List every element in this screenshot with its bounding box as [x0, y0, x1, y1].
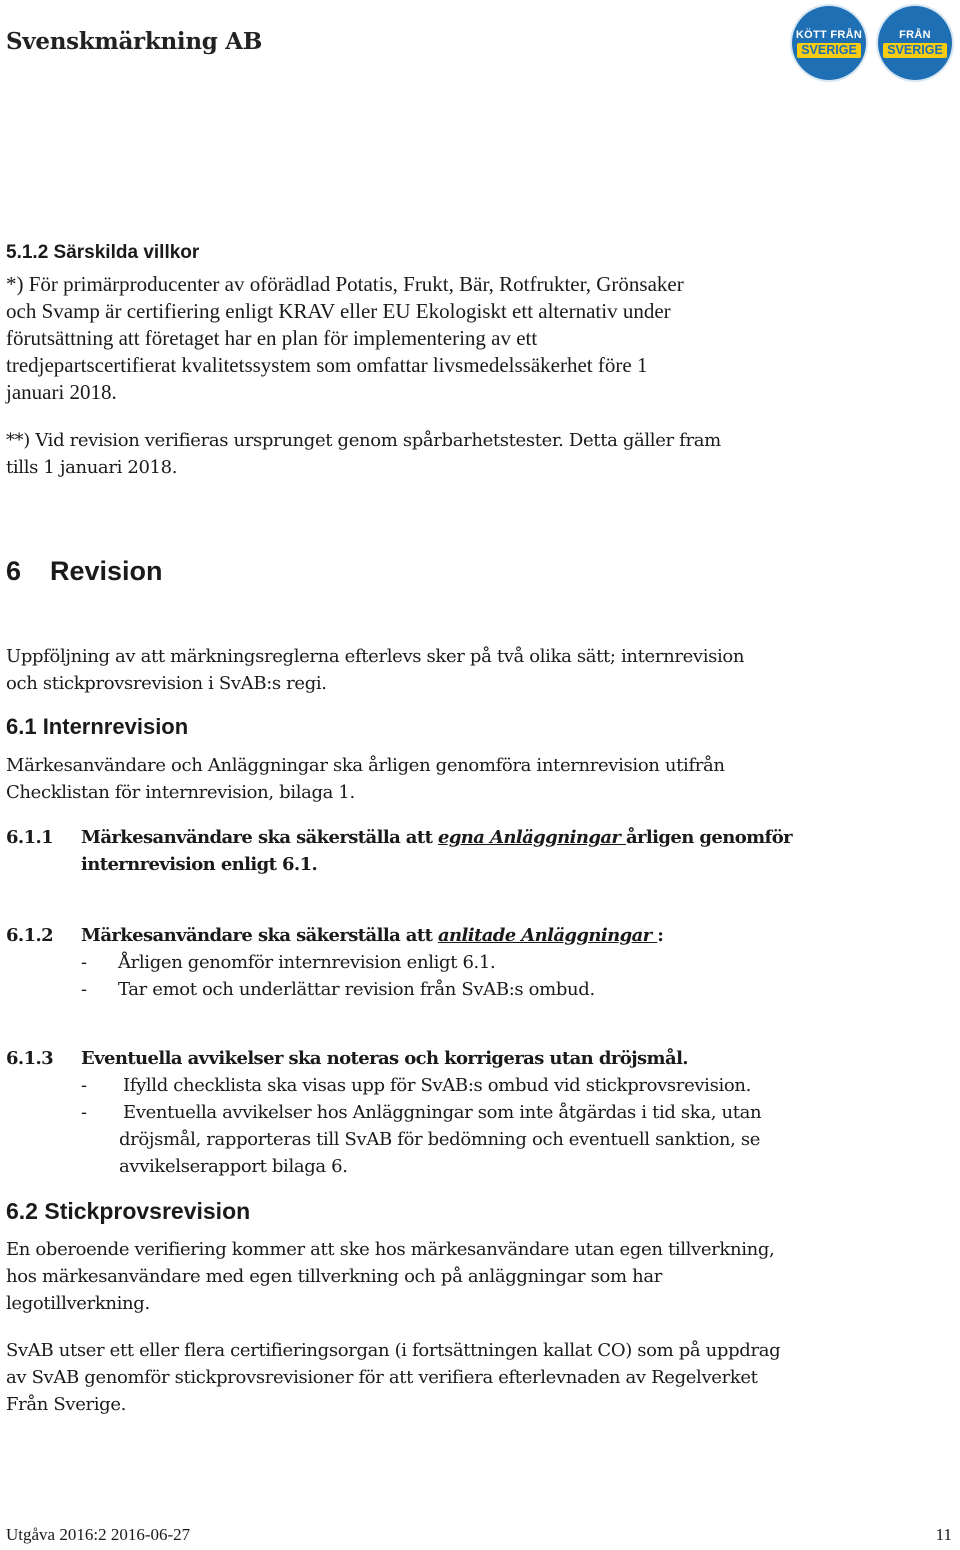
- bullet-dash: -: [81, 1075, 87, 1096]
- section-6-intro: [6, 643, 946, 697]
- text-line: SvAB utser ett eller flera certifieringsorgan (i fortsättningen kallat CO) som på uppdrag: [6, 1340, 781, 1361]
- item-number: 6.1.3: [6, 1048, 54, 1069]
- section-title: Revision: [50, 556, 163, 586]
- section-number: 6: [6, 556, 22, 586]
- item-number: 6.1.1: [6, 827, 54, 848]
- bullet-text: Årligen genomför internrevision enligt 6.1.: [118, 952, 496, 973]
- bullet-item: [81, 1099, 761, 1126]
- item-text-part: Märkesanvändare ska säkerställa att: [81, 827, 438, 848]
- section-5-1-2-paragraph-2: [6, 427, 946, 481]
- text-line: januari 2018.: [6, 380, 117, 404]
- section-5-1-2-heading: 5.1.2 Särskilda villkor: [6, 242, 200, 263]
- brand-name: Svenskmärkning AB: [6, 28, 262, 55]
- text-line: legotillverkning.: [6, 1293, 150, 1314]
- section-6-2-paragraph-2: [6, 1337, 946, 1418]
- text-line: tredjepartscertifierat kvalitetssystem som omfattar livsmedelssäkerhet före 1: [6, 353, 648, 377]
- item-text-line: internrevision enligt 6.1.: [81, 854, 318, 875]
- bullet-continuation: dröjsmål, rapporteras till SvAB för bedömning och eventuell sanktion, se: [119, 1129, 761, 1150]
- bullet-dash: -: [81, 979, 87, 1000]
- text-line: tills 1 januari 2018.: [6, 457, 178, 478]
- section-6-2-heading: 6.2 Stickprovsrevision: [6, 1198, 251, 1224]
- bullet-item: [81, 976, 595, 1003]
- page-number: 11: [935, 1525, 952, 1544]
- section-5-1-2-paragraph-1: [6, 271, 946, 406]
- footer-edition: Utgåva 2016:2 2016-06-27: [6, 1525, 191, 1544]
- text-line: hos märkesanvändare med egen tillverkning och på anläggningar som har: [6, 1266, 663, 1287]
- section-6-1-heading: 6.1 Internrevision: [6, 714, 189, 739]
- section-6-2-paragraph-1: [6, 1236, 946, 1317]
- bullet-text: Ifylld checklista ska visas upp för SvAB:s ombud vid stickprovsrevision.: [123, 1075, 751, 1096]
- item-text: [81, 824, 941, 878]
- bullet-item: [81, 949, 495, 976]
- text-line: Uppföljning av att märkningsreglerna efterlevs sker på två olika sätt; internrevision: [6, 646, 745, 667]
- item-text-part: Märkesanvändare ska säkerställa att: [81, 925, 438, 946]
- logo-bottom-text: SVERIGE: [797, 43, 861, 58]
- logo-top-text: FRÅN: [899, 28, 931, 41]
- section-6-heading: [6, 556, 163, 587]
- text-line: Märkesanvändare och Anläggningar ska årligen genomföra internrevision utifrån: [6, 755, 725, 776]
- text-line: Från Sverige.: [6, 1394, 126, 1415]
- item-text: [81, 922, 941, 949]
- text-line: En oberoende verifiering kommer att ske hos märkesanvändare utan egen tillverkning,: [6, 1239, 775, 1260]
- text-line: av SvAB genomför stickprovsrevisioner för att verifiera efterlevnaden av Regelverket: [6, 1367, 758, 1388]
- kott-fran-sverige-logo: [792, 6, 866, 80]
- fran-sverige-logo: [878, 6, 952, 80]
- item-text-part: :: [657, 925, 664, 946]
- text-line: och stickprovsrevision i SvAB:s regi.: [6, 673, 327, 694]
- underlined-term: anlitade Anläggningar: [437, 925, 658, 946]
- bullet-continuation: avvikelserapport bilaga 6.: [119, 1156, 348, 1177]
- text-line: *) För primärproducenter av oförädlad Potatis, Frukt, Bär, Rotfrukter, Grönsaker: [6, 272, 684, 296]
- item-text-part: årligen genomför: [625, 827, 792, 848]
- underlined-term: egna Anläggningar: [437, 827, 626, 848]
- item-number: 6.1.2: [6, 925, 54, 946]
- item-text: Eventuella avvikelser ska noteras och korrigeras utan dröjsmål.: [81, 1048, 688, 1069]
- logo-top-text: KÖTT FRÅN: [795, 28, 863, 41]
- bullet-dash: -: [81, 1102, 87, 1123]
- section-6-1-paragraph: [6, 752, 946, 806]
- text-line: och Svamp är certifiering enligt KRAV eller EU Ekologiskt ett alternativ under: [6, 299, 671, 323]
- bullet-dash: -: [81, 952, 87, 973]
- text-line: förutsättning att företaget har en plan för implementering av ett: [6, 326, 538, 350]
- logo-bottom-text: SVERIGE: [883, 43, 947, 58]
- text-line: Checklistan för internrevision, bilaga 1.: [6, 782, 355, 803]
- text-line: **) Vid revision verifieras ursprunget genom spårbarhetstester. Detta gäller fram: [6, 430, 721, 451]
- bullet-text: Tar emot och underlättar revision från SvAB:s ombud.: [118, 979, 595, 1000]
- bullet-text: Eventuella avvikelser hos Anläggningar som inte åtgärdas i tid ska, utan: [123, 1102, 762, 1123]
- bullet-item: [81, 1072, 751, 1099]
